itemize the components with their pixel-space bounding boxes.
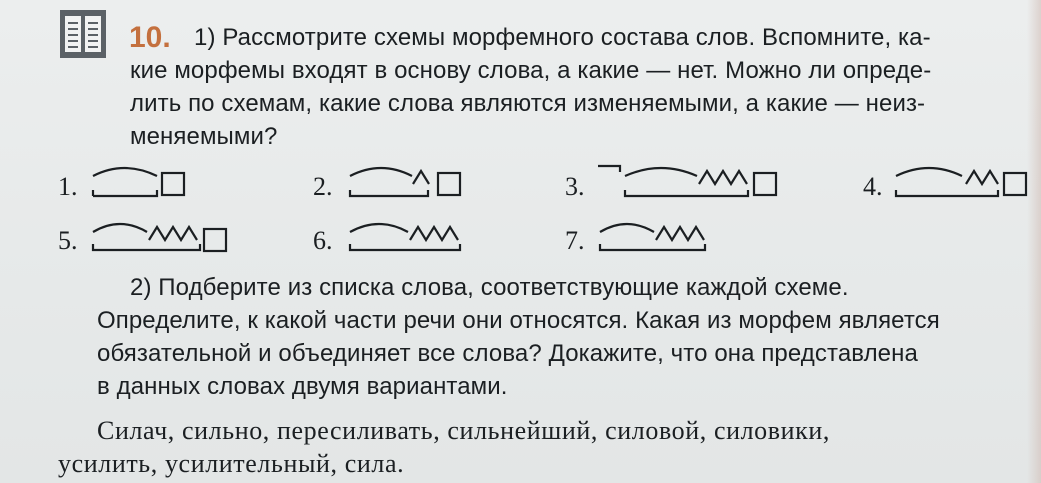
task1-line-4: меняемыми?	[130, 123, 278, 150]
task2-line-2: Определите, к какой части речи они относятся. Какая из морфем является	[97, 307, 940, 334]
morpheme-scheme-2	[350, 168, 460, 196]
task1-label: 1)	[194, 24, 216, 51]
scheme-label-5: 5.	[58, 226, 78, 255]
morpheme-scheme-7	[600, 224, 705, 250]
morpheme-scheme-3	[598, 166, 776, 196]
word-list-line-2: усилить, усилительный, сила.	[58, 449, 405, 478]
scheme-label-2: 2.	[313, 172, 333, 201]
exercise-number: 10.	[129, 21, 171, 54]
scheme-label-7: 7.	[565, 226, 585, 255]
scheme-label-1: 1.	[58, 172, 78, 201]
word-list-line-1: Силач, сильно, пересиливать, сильнейший, силовой, силовики,	[97, 416, 831, 445]
morpheme-scheme-6	[350, 224, 460, 250]
task2-line-3: обязательной и объединяет все слова? Докажите, что она представлена	[97, 340, 918, 367]
morpheme-scheme-1	[93, 168, 184, 196]
scheme-label-6: 6.	[313, 226, 333, 255]
morpheme-scheme-5	[93, 224, 226, 251]
task2-line-1: 2) Подберите из списка слова, соответствующие каждой схеме.	[130, 274, 849, 301]
morpheme-scheme-4	[896, 168, 1026, 196]
scheme-label-4: 4.	[863, 172, 883, 201]
task1-line-2: кие морфемы входят в основу слова, а какие — нет. Можно ли опреде-	[130, 57, 932, 84]
task1-text-1: Рассмотрите схемы морфемного состава слов. Вспомните, ка-	[222, 24, 931, 51]
scheme-label-3: 3.	[565, 172, 585, 201]
task1-line-3: лить по схемам, какие слова являются изменяемыми, а какие — неиз-	[130, 90, 926, 117]
task2-line-4: в данных словах двумя вариантами.	[97, 373, 508, 400]
